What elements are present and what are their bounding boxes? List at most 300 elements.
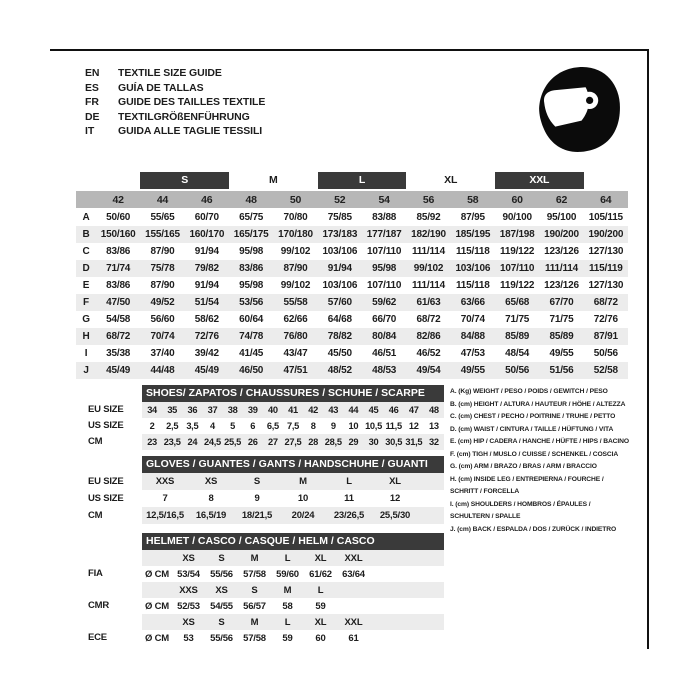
legend-entry xyxy=(450,411,648,424)
helmet-value: 63/64 xyxy=(342,568,365,580)
legend-line: SCHRITT / FORCELLA xyxy=(450,488,520,495)
helmet-size-row xyxy=(142,582,444,598)
measurement-value: 111/114 xyxy=(544,263,579,274)
measurement-value: 68/72 xyxy=(416,314,441,325)
measurement-value: 58/62 xyxy=(194,314,219,325)
helmet-standard-fia: FIA xyxy=(88,568,103,580)
gloves-value: 11 xyxy=(344,493,354,504)
shoes-value: 48 xyxy=(429,405,439,415)
measurement-value: 66/70 xyxy=(372,314,397,325)
helmet-size-label: S xyxy=(218,552,225,564)
shoes-rows xyxy=(142,402,444,450)
helmet-size-label: XS xyxy=(182,616,195,628)
legend-entry xyxy=(450,424,648,437)
legend-line: F. (cm) TIGH / MUSLO / CUISSE / SCHENKEL / COSCIA xyxy=(450,450,619,458)
measurement-value: 72/76 xyxy=(593,314,618,325)
measurement-value: 107/110 xyxy=(500,263,535,274)
size-group-s: S xyxy=(140,172,229,189)
measurement-rows xyxy=(76,209,628,379)
measurement-value: 103/106 xyxy=(455,263,491,274)
shoes-table xyxy=(142,385,444,450)
measurement-value: 87/90 xyxy=(283,263,308,274)
measurement-row-D xyxy=(76,260,628,277)
measurement-row-G xyxy=(76,311,628,328)
helmet-table xyxy=(142,533,444,646)
gloves-value: 23/26,5 xyxy=(333,510,365,521)
frame-top-line xyxy=(50,49,649,51)
legend-line: G. (cm) ARM / BRAZO / BRAS / ARM / BRACCIO xyxy=(450,463,597,470)
shoes-value: 42 xyxy=(308,405,318,415)
measurement-value: 111/114 xyxy=(411,280,446,291)
measurement-value: 187/198 xyxy=(499,229,535,240)
helmet-size-label: M xyxy=(283,584,292,596)
measurement-value: 48/54 xyxy=(505,348,530,359)
helmet-value: 55/56 xyxy=(210,632,233,644)
legend-line: E. (cm) HIP / CADERA / HANCHE / HÜFTE / HIPS / BACINO xyxy=(450,438,629,445)
legend-entry xyxy=(450,474,648,499)
size-group-m: M xyxy=(269,174,278,186)
measurement-value: 107/110 xyxy=(367,280,402,291)
shoes-value: 44 xyxy=(348,405,359,415)
size-label: 58 xyxy=(467,193,479,206)
language-code: DE xyxy=(85,110,100,123)
measurement-value: 45/49 xyxy=(194,365,219,376)
measurement-value: 95/100 xyxy=(546,212,577,223)
shoes-label-eu-size: EU SIZE xyxy=(88,404,124,416)
measurement-value: 99/102 xyxy=(413,263,444,274)
size-group-row xyxy=(76,172,628,189)
gloves-row xyxy=(142,507,444,524)
measurement-value: 87/91 xyxy=(593,331,618,342)
measurement-value: 83/86 xyxy=(106,246,131,257)
measurement-value: 177/187 xyxy=(366,229,402,240)
language-code: EN xyxy=(85,67,100,79)
measurement-value: 91/94 xyxy=(194,246,219,257)
legend-line: A. (Kg) WEIGHT / PESO / POIDS / GEWITCH / PESO xyxy=(450,388,608,395)
shoes-value: 24 xyxy=(187,437,198,447)
row-letter: A xyxy=(82,212,90,223)
helmet-value: 59 xyxy=(315,600,326,612)
measurement-value: 84/88 xyxy=(460,331,485,342)
helmet-size-label: XXL xyxy=(344,552,363,564)
measurement-legend xyxy=(450,386,648,536)
size-group-l: L xyxy=(318,172,407,189)
shoes-value: 47 xyxy=(408,405,419,415)
measurement-value: 39/42 xyxy=(194,348,219,359)
row-letter: H xyxy=(82,331,90,342)
measurement-row-E xyxy=(76,277,628,294)
legend-line: SCHULTERN / SPALLE xyxy=(450,513,521,520)
shoes-value: 24,5 xyxy=(204,437,221,447)
language-row xyxy=(85,110,265,125)
gloves-value: XL xyxy=(389,476,401,487)
measurement-value: 48/52 xyxy=(327,365,352,376)
measurement-row-J xyxy=(76,362,628,379)
legend-entry xyxy=(450,499,648,524)
shoes-value: 25,5 xyxy=(224,437,242,447)
helmet-size-label: S xyxy=(251,584,258,596)
measurement-value: 46/50 xyxy=(239,365,264,376)
measurement-value: 83/86 xyxy=(239,263,264,274)
measurement-value: 37/40 xyxy=(150,348,175,359)
measurement-value: 87/90 xyxy=(150,280,175,291)
legend-line: I. (cm) SHOULDERS / HOMBROS / ÉPAULES / xyxy=(450,500,591,508)
size-group-xxl: XXL xyxy=(495,172,584,189)
shoes-value: 41 xyxy=(288,405,298,415)
measurement-value: 50/60 xyxy=(106,212,131,223)
legend-line: B. (cm) HEIGHT / ALTURA / HAUTEUR / HÖHE / ALTEZZA xyxy=(450,400,626,408)
gloves-rows xyxy=(142,473,444,524)
shoes-value: 38 xyxy=(227,405,238,415)
gloves-label-us-size: US SIZE xyxy=(88,492,124,504)
shoes-value: 23 xyxy=(147,437,157,447)
measurement-row-I xyxy=(76,345,628,362)
language-list xyxy=(85,66,265,139)
helmet-standard-spacer xyxy=(88,614,142,630)
measurement-value: 63/66 xyxy=(460,297,485,308)
helmet-diameter-label: Ø CM xyxy=(144,600,169,612)
shoes-value: 3,5 xyxy=(186,421,199,431)
helmet-size-label: M xyxy=(250,552,259,564)
row-letter: E xyxy=(82,280,90,291)
gloves-row-labels xyxy=(88,456,142,524)
shoes-value: 6 xyxy=(250,421,256,431)
helmet-size-label: M xyxy=(250,616,259,628)
legend-entry xyxy=(450,436,648,449)
measurement-value: 64/68 xyxy=(327,314,352,325)
measurement-value: 182/190 xyxy=(411,229,446,240)
helmet-value: 57/58 xyxy=(243,632,266,644)
shoes-value: 37 xyxy=(207,405,218,415)
measurement-value: 55/65 xyxy=(150,212,175,223)
main-size-table xyxy=(76,172,628,379)
shoes-value: 27 xyxy=(267,437,278,447)
measurement-value: 190/200 xyxy=(588,229,624,240)
measurement-value: 123/126 xyxy=(544,246,579,257)
shoes-header-spacer xyxy=(88,385,142,402)
shoes-value: 34 xyxy=(147,405,157,415)
gloves-label-cm: CM xyxy=(88,509,103,521)
size-label: 64 xyxy=(600,193,612,206)
measurement-value: 49/55 xyxy=(460,365,485,376)
helmet-standard-spacer xyxy=(88,550,142,566)
measurement-value: 70/74 xyxy=(150,331,175,342)
shoes-value: 39 xyxy=(247,405,258,415)
shoes-value: 6,5 xyxy=(266,421,279,431)
measurement-value: 165/175 xyxy=(233,229,269,240)
measurement-value: 107/110 xyxy=(367,246,402,257)
shoes-value: 2 xyxy=(149,421,155,431)
measurement-value: 62/66 xyxy=(283,314,308,325)
helmet-diameter-label: Ø CM xyxy=(144,568,169,580)
measurement-value: 68/72 xyxy=(106,331,131,342)
measurement-value: 127/130 xyxy=(588,246,624,257)
gloves-value: 12 xyxy=(389,493,401,504)
shoes-value: 23,5 xyxy=(163,437,181,447)
measurement-value: 103/106 xyxy=(322,246,358,257)
helmet-section xyxy=(88,533,444,646)
measurement-value: 87/95 xyxy=(460,212,485,223)
helmet-value: 53 xyxy=(183,632,194,644)
helmet-value-row xyxy=(142,630,444,646)
gloves-value: 18/21,5 xyxy=(241,510,273,521)
gloves-row xyxy=(142,473,444,490)
measurement-value: 99/102 xyxy=(280,246,311,257)
measurement-value: 105/115 xyxy=(588,212,623,223)
legend-line: C. (cm) CHEST / PECHO / POITRINE / TRUHE / PETTO xyxy=(450,413,616,420)
helmet-size-label: L xyxy=(317,584,324,596)
helmet-standard-ece: ECE xyxy=(88,632,107,644)
row-letter: C xyxy=(82,246,90,257)
shoes-value: 32 xyxy=(429,437,439,447)
measurement-row-C xyxy=(76,243,628,260)
measurement-value: 35/38 xyxy=(106,348,131,359)
shoes-value: 30 xyxy=(368,437,379,447)
gloves-value: 10 xyxy=(297,493,309,504)
legend-entry xyxy=(450,386,648,399)
measurement-value: 51/56 xyxy=(549,365,574,376)
measurement-value: 43/47 xyxy=(283,348,308,359)
gloves-value: 20/24 xyxy=(291,510,315,521)
measurement-value: 71/75 xyxy=(505,314,530,325)
helmet-value: 57/58 xyxy=(243,568,266,580)
language-code: IT xyxy=(85,125,95,138)
gloves-value: XXS xyxy=(155,476,175,487)
measurement-row-B xyxy=(76,226,628,243)
shoes-value: 28,5 xyxy=(324,437,342,447)
shoes-row xyxy=(142,434,444,450)
measurement-value: 61/63 xyxy=(416,297,441,308)
shoes-label-us-size: US SIZE xyxy=(88,420,124,432)
row-letter: B xyxy=(82,229,90,240)
measurement-value: 71/74 xyxy=(106,263,131,274)
measurement-value: 79/82 xyxy=(194,263,219,274)
language-title: TEXTILGRÖßENFÜHRUNG xyxy=(118,110,250,123)
row-letter: I xyxy=(84,348,88,359)
measurement-value: 44/48 xyxy=(150,365,175,376)
measurement-value: 46/52 xyxy=(416,348,441,359)
measurement-value: 95/98 xyxy=(239,280,264,291)
size-label: 44 xyxy=(156,193,169,206)
measurement-value: 49/52 xyxy=(150,297,175,308)
measurement-value: 95/98 xyxy=(239,246,264,257)
measurement-value: 72/76 xyxy=(194,331,219,342)
helmet-value: 61/62 xyxy=(309,568,332,580)
helmet-diameter-label: Ø CM xyxy=(144,632,169,644)
legend-entry xyxy=(450,461,648,474)
shoes-value: 13 xyxy=(429,421,439,431)
helmet-rows xyxy=(142,550,444,646)
row-letter: F xyxy=(83,297,89,308)
measurement-value: 99/102 xyxy=(280,280,311,291)
size-number-row xyxy=(76,191,628,208)
size-label: 56 xyxy=(422,193,435,206)
measurement-value: 115/118 xyxy=(455,246,490,257)
shoes-value: 9 xyxy=(330,421,336,431)
measurement-value: 70/74 xyxy=(460,314,485,325)
measurement-value: 91/94 xyxy=(327,263,352,274)
helmet-value: 55/56 xyxy=(210,568,233,580)
helmet-header-spacer xyxy=(88,533,142,550)
shoes-row xyxy=(142,402,444,418)
shoes-value: 12 xyxy=(408,421,419,431)
measurement-value: 123/126 xyxy=(544,280,579,291)
gloves-row xyxy=(142,490,444,507)
measurement-value: 78/82 xyxy=(327,331,352,342)
language-row xyxy=(85,66,265,81)
measurement-value: 87/90 xyxy=(150,246,175,257)
measurement-value: 57/60 xyxy=(327,297,352,308)
size-label: 54 xyxy=(378,193,390,206)
gloves-title-bar: GLOVES / GUANTES / GANTS / HANDSCHUHE / GUANTI xyxy=(142,456,444,473)
measurement-value: 54/58 xyxy=(106,314,131,325)
measurement-value: 160/170 xyxy=(189,229,225,240)
size-label: 46 xyxy=(201,193,213,206)
gloves-value: XS xyxy=(204,476,218,487)
measurement-value: 82/86 xyxy=(416,331,441,342)
shoes-value: 11,5 xyxy=(385,421,402,431)
measurement-value: 50/56 xyxy=(505,365,530,376)
helmet-size-label: XL xyxy=(314,616,327,628)
measurement-value: 70/80 xyxy=(283,212,308,223)
measurement-value: 74/78 xyxy=(239,331,264,342)
measurement-value: 47/51 xyxy=(283,365,308,376)
shoes-label-cm: CM xyxy=(88,436,103,448)
helmet-size-label: XS xyxy=(182,552,195,564)
legend-entry xyxy=(450,449,648,462)
language-title: TEXTILE SIZE GUIDE xyxy=(118,67,222,79)
helmet-size-label: L xyxy=(284,552,291,564)
shoes-value: 45 xyxy=(368,405,379,415)
shoes-value: 2,5 xyxy=(166,421,179,431)
measurement-value: 45/50 xyxy=(327,348,352,359)
measurement-value: 85/89 xyxy=(549,331,574,342)
gloves-value: L xyxy=(346,476,352,487)
measurement-value: 75/85 xyxy=(327,212,352,223)
measurement-value: 60/64 xyxy=(239,314,264,325)
measurement-value: 119/122 xyxy=(500,246,535,257)
shoes-value: 8 xyxy=(310,421,316,431)
helmet-value: 60 xyxy=(315,632,326,644)
gloves-section xyxy=(88,456,444,524)
helmet-size-label: XS xyxy=(215,584,228,596)
helmet-size-label: S xyxy=(218,616,225,628)
measurement-value: 41/45 xyxy=(239,348,264,359)
shoes-value: 28 xyxy=(308,437,318,447)
measurement-value: 47/53 xyxy=(460,348,485,359)
language-row xyxy=(85,81,265,96)
language-title: GUIDA ALLE TAGLIE TESSILI xyxy=(118,125,263,138)
language-code: FR xyxy=(85,96,99,109)
racing-helmet-icon xyxy=(528,62,625,159)
measurement-value: 80/84 xyxy=(372,331,397,342)
helmet-value: 56/57 xyxy=(243,600,266,612)
language-title: GUÍA DE TALLAS xyxy=(118,81,204,94)
language-title: GUIDE DES TAILLES TEXTILE xyxy=(118,96,266,109)
language-row xyxy=(85,124,265,139)
measurement-value: 65/68 xyxy=(505,297,530,308)
language-row xyxy=(85,95,265,110)
measurement-value: 75/78 xyxy=(150,263,175,274)
measurement-value: 173/183 xyxy=(322,229,358,240)
measurement-value: 49/54 xyxy=(416,365,441,376)
measurement-value: 185/195 xyxy=(455,229,491,240)
measurement-value: 53/56 xyxy=(239,297,264,308)
gloves-header-spacer xyxy=(88,456,142,473)
helmet-value-row xyxy=(142,598,444,614)
measurement-value: 67/70 xyxy=(549,297,574,308)
measurement-value: 52/58 xyxy=(593,365,618,376)
measurement-value: 55/58 xyxy=(283,297,308,308)
shoes-value: 26 xyxy=(247,437,258,447)
size-label: 62 xyxy=(555,193,568,206)
size-group-xl: XL xyxy=(444,174,458,186)
gloves-value: 9 xyxy=(254,493,260,504)
gloves-value: 8 xyxy=(208,493,214,504)
shoes-value: 29 xyxy=(348,437,359,447)
measurement-value: 91/94 xyxy=(194,280,219,291)
measurement-value: 76/80 xyxy=(283,331,308,342)
measurement-value: 150/160 xyxy=(100,229,136,240)
helmet-row-labels xyxy=(88,533,142,646)
shoes-value: 36 xyxy=(187,405,198,415)
measurement-value: 47/50 xyxy=(106,297,131,308)
measurement-value: 46/51 xyxy=(372,348,397,359)
size-label: 42 xyxy=(112,193,124,206)
shoes-value: 5 xyxy=(230,421,236,431)
shoes-value: 7,5 xyxy=(286,421,299,431)
size-label: 50 xyxy=(289,193,302,206)
helmet-size-label: XXL xyxy=(344,616,363,628)
measurement-value: 59/62 xyxy=(372,297,397,308)
shoes-value: 10,5 xyxy=(365,421,382,431)
helmet-title-bar: HELMET / CASCO / CASQUE / HELM / CASCO xyxy=(142,533,444,550)
measurement-value: 103/106 xyxy=(322,280,358,291)
helmet-value: 52/53 xyxy=(177,600,200,612)
shoes-value: 27,5 xyxy=(284,437,302,447)
measurement-row-A xyxy=(76,209,628,226)
helmet-size-label: L xyxy=(284,616,291,628)
measurement-value: 190/200 xyxy=(544,229,579,240)
row-letter: J xyxy=(83,365,89,376)
measurement-value: 85/92 xyxy=(416,212,441,223)
measurement-value: 85/89 xyxy=(505,331,530,342)
measurement-value: 71/75 xyxy=(549,314,574,325)
shoes-section xyxy=(88,385,444,450)
measurement-value: 60/70 xyxy=(194,212,219,223)
size-label: 52 xyxy=(334,193,346,206)
helmet-value: 58 xyxy=(282,600,293,612)
size-label: 48 xyxy=(245,193,257,206)
helmet-size-row xyxy=(142,614,444,630)
shoes-row-labels xyxy=(88,385,142,450)
measurement-value: 48/53 xyxy=(372,365,397,376)
helmet-size-row xyxy=(142,550,444,566)
gloves-value: 16,5/19 xyxy=(195,510,227,521)
measurement-value: 45/49 xyxy=(106,365,131,376)
helmet-value: 59 xyxy=(282,632,293,644)
measurement-value: 95/98 xyxy=(372,263,397,274)
size-label: 60 xyxy=(511,193,523,206)
legend-entry xyxy=(450,524,648,537)
measurement-value: 90/100 xyxy=(502,212,532,223)
measurement-value: 115/118 xyxy=(455,280,490,291)
measurement-value: 111/114 xyxy=(411,246,446,257)
shoes-value: 43 xyxy=(328,405,339,415)
helmet-size-label: XL xyxy=(314,552,327,564)
shoes-value: 10 xyxy=(348,421,359,431)
measurement-row-F xyxy=(76,294,628,311)
